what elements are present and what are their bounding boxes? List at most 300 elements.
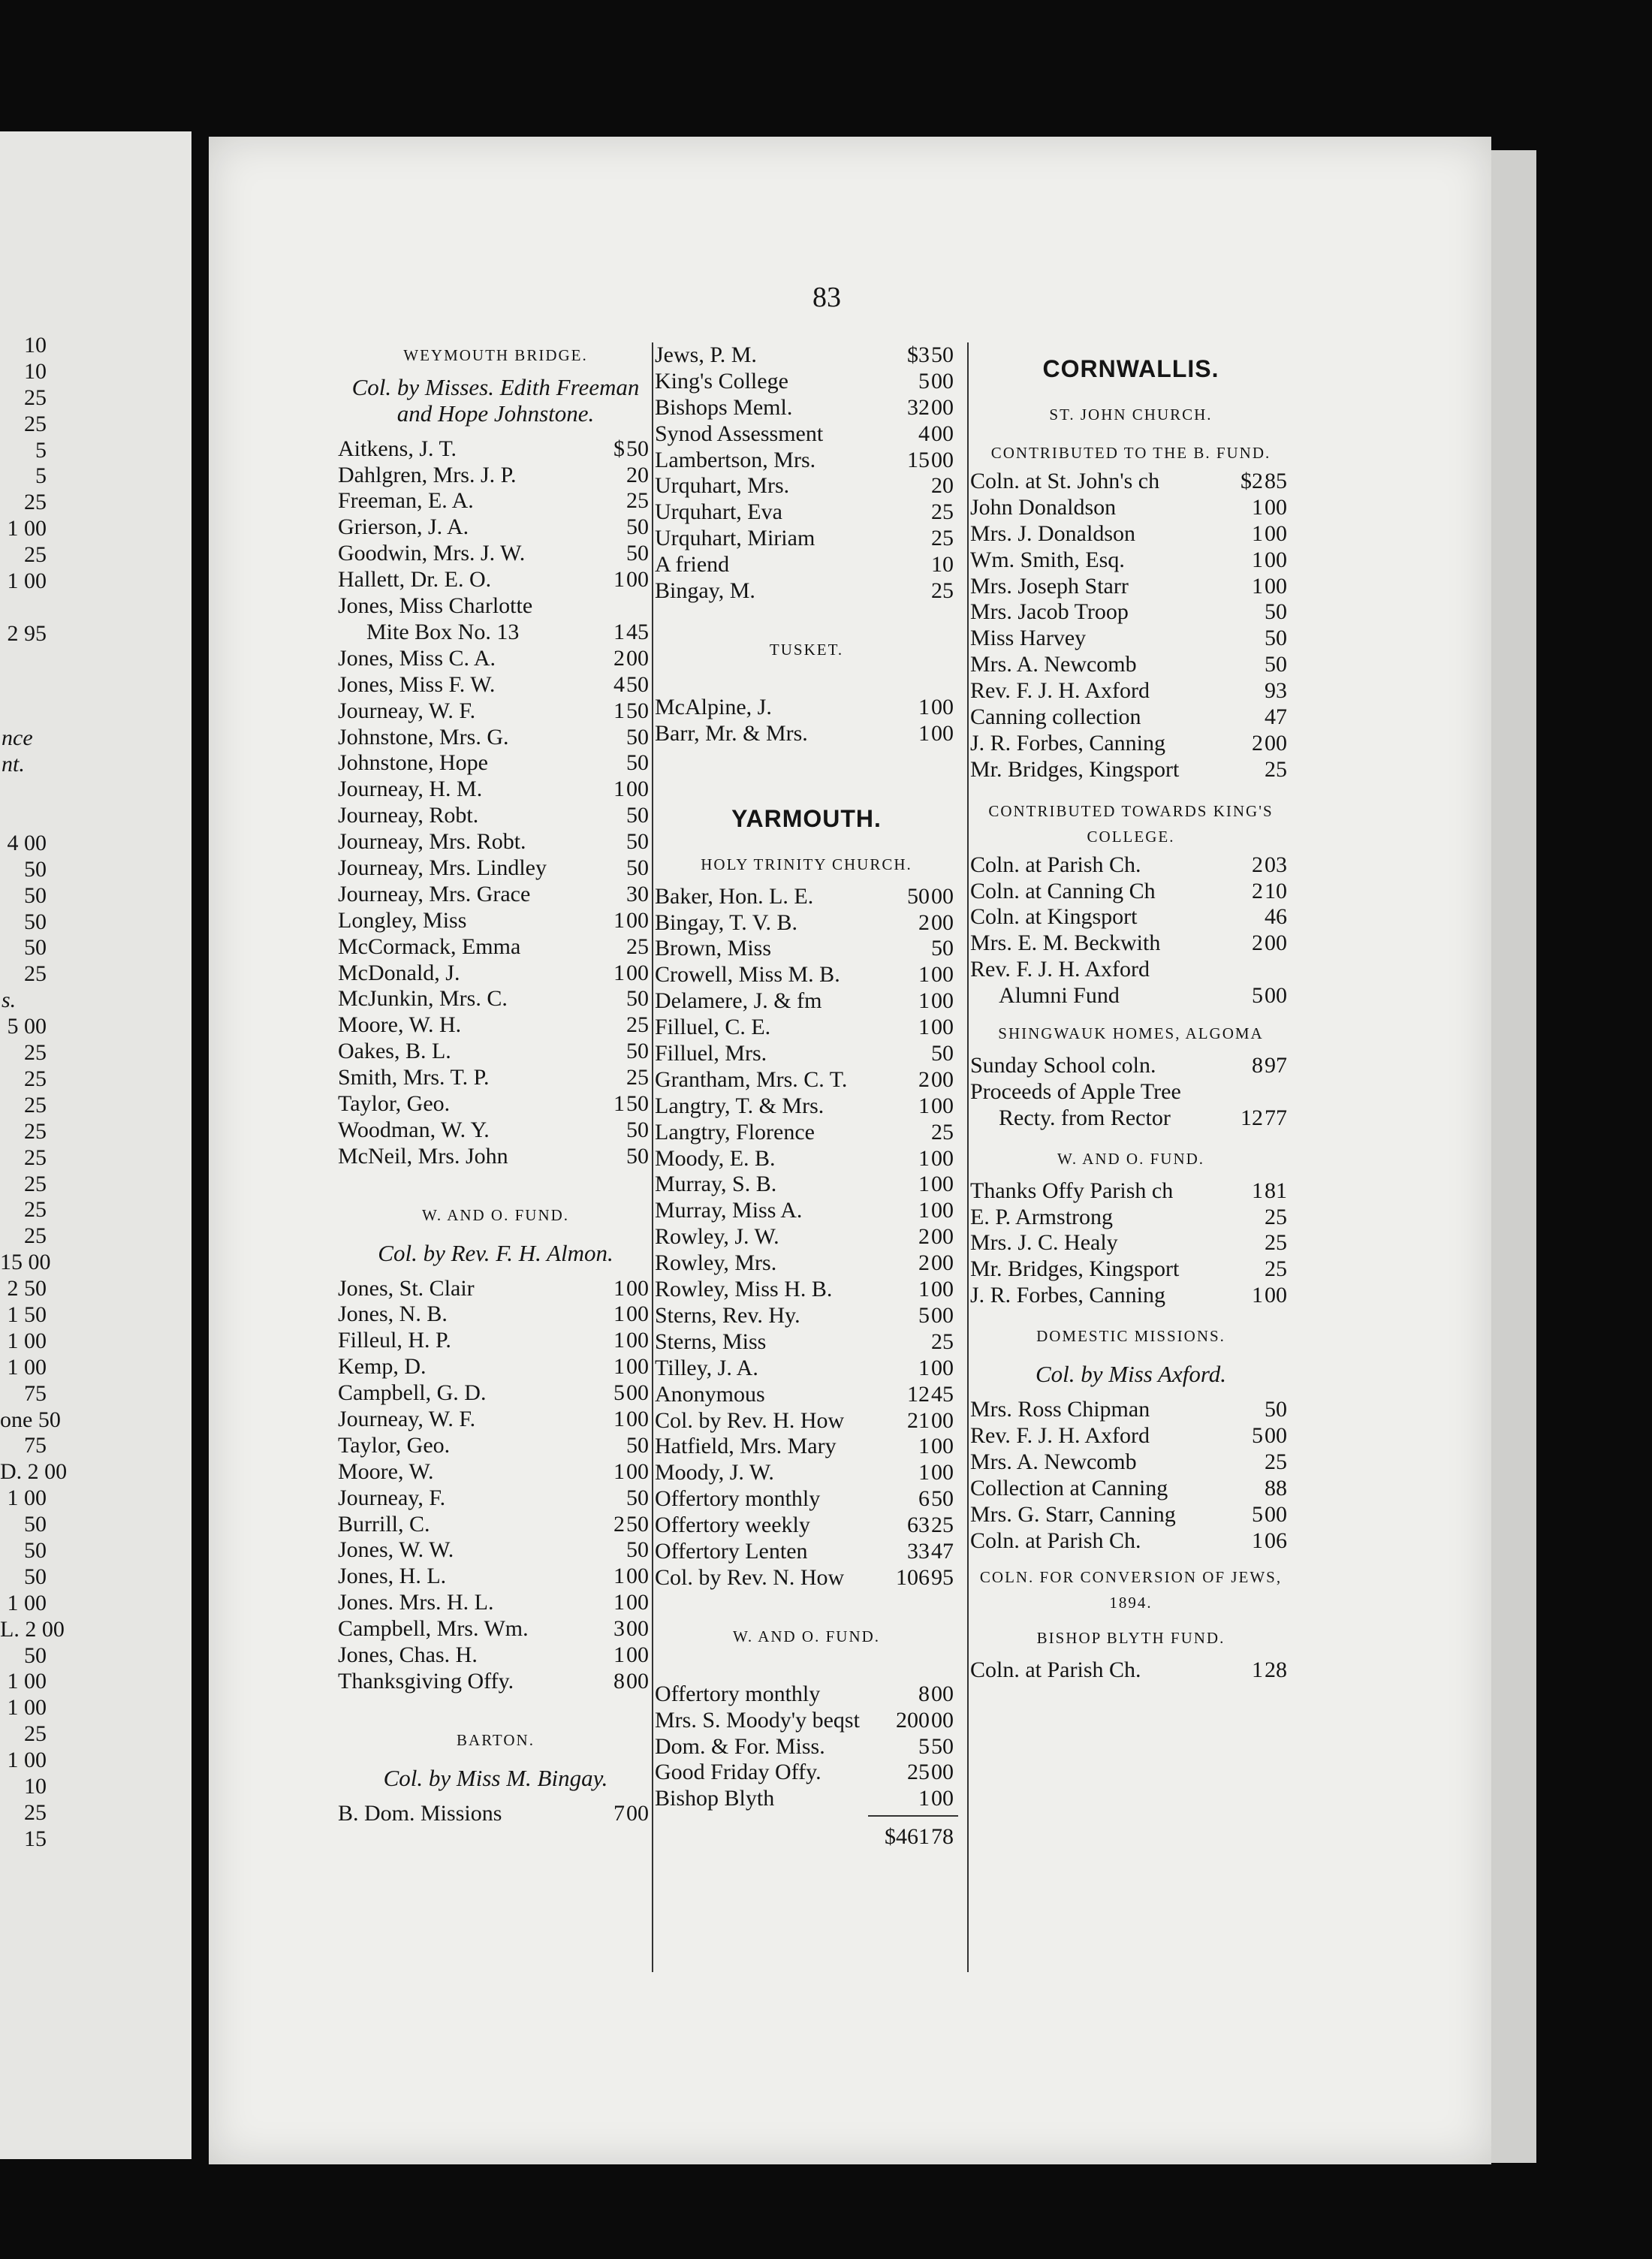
amount-cents: 00 [931, 1760, 954, 1785]
amount-cents: 20 [626, 462, 649, 487]
amount-dollars: 4 [613, 671, 625, 697]
amount-cents: 00 [1265, 983, 1287, 1009]
amount-dollars: 5 [1252, 983, 1263, 1009]
amount-cents: 25 [931, 1513, 954, 1538]
contributor-name: Journeay, Robt. [338, 803, 479, 828]
contributor-name: Journeay, Mrs. Grace [338, 881, 531, 906]
left-page-amount: L. 2 00 [0, 1616, 65, 1642]
amount-dollars: 1 [918, 1460, 930, 1485]
ledger-row [655, 1760, 958, 1786]
contributor-name: Rowley, J. W. [655, 1224, 779, 1250]
contributor-name: Aitkens, J. T. [338, 436, 457, 461]
left-page-amount: 1 00 [7, 1485, 47, 1511]
contributor-name: Mrs. A. Newcomb [970, 1449, 1137, 1474]
contributor-name: Sterns, Rev. Hy. [655, 1302, 800, 1328]
contributor-name: Johnstone, Mrs. G. [338, 724, 509, 749]
kings-college-list [970, 852, 1292, 1009]
ledger-row [338, 934, 653, 961]
ledger-row [338, 1537, 653, 1564]
contributor-name: King's College [655, 368, 788, 394]
continued-list [655, 342, 958, 605]
ledger-row [970, 1178, 1292, 1205]
amount-cents: 25 [931, 526, 954, 551]
amount-cents: 00 [626, 1642, 649, 1668]
ledger-row [338, 463, 653, 489]
ledger-row [338, 514, 653, 541]
contributor-name: Journeay, F. [338, 1485, 446, 1510]
left-page-amount: 1 00 [7, 1669, 47, 1694]
amount-dollars: 2 [918, 909, 930, 935]
contributor-name: Bishops Meml. [655, 394, 793, 420]
contributor-name: Jones, H. L. [338, 1564, 447, 1589]
left-page-amount: 15 00 [0, 1250, 51, 1275]
amount-dollars: 1 [613, 1354, 625, 1380]
section-title-wo-fund: W. AND O. FUND. [421, 1205, 570, 1224]
contributor-name: Anonymous [655, 1381, 765, 1407]
contributor-name: Urquhart, Mrs. [655, 473, 790, 499]
contributor-name: McCormack, Emma [338, 933, 521, 959]
amount-cents: 00 [931, 909, 954, 935]
contributor-name: Lambertson, Mrs. [655, 447, 816, 472]
amount-dollars: 1 [918, 694, 930, 719]
amount-cents: 00 [626, 1616, 649, 1642]
ledger-row [655, 1408, 958, 1434]
amount-dollars: 3 [613, 1616, 625, 1642]
ledger-row [338, 593, 653, 620]
amount-cents: 95 [931, 1564, 954, 1590]
left-page-amount: 25 [24, 542, 47, 568]
contributor-name: A friend [655, 552, 730, 578]
amount-cents: 00 [931, 1355, 954, 1380]
ledger-row [338, 1433, 653, 1459]
contributor-name: J. R. Forbes, Canning [970, 730, 1166, 756]
amount-cents: 00 [931, 1224, 954, 1250]
ledger-row [338, 1276, 653, 1302]
amount-cents: 00 [931, 1277, 954, 1302]
ledger-row [655, 1172, 958, 1198]
amount-dollars: 32 [907, 394, 930, 420]
left-page-amount: 25 [24, 490, 47, 515]
b-fund-list [970, 469, 1292, 783]
amount-dollars: 1 [918, 1145, 930, 1171]
amount-cents: 77 [1265, 1105, 1287, 1130]
left-page-amount: 25 [24, 1040, 47, 1066]
left-page-amount: 5 [35, 437, 47, 463]
amount-dollars: 12 [907, 1381, 930, 1407]
amount-cents: 25 [626, 1065, 649, 1090]
amount-cents: 00 [1265, 730, 1287, 756]
ledger-row [970, 521, 1292, 547]
amount-cents: 25 [931, 499, 954, 525]
ledger-row [655, 342, 958, 369]
amount-dollars: 50 [907, 883, 930, 909]
amount-dollars: 8 [613, 1668, 625, 1693]
contributor-name: Rowley, Miss H. B. [655, 1277, 833, 1302]
contributor-name: Coln. at Parish Ch. [970, 1528, 1141, 1553]
collector-note: Col. by Rev. F. H. Almon. [378, 1239, 613, 1266]
contributor-name: Bingay, T. V. B. [655, 909, 798, 935]
column-2 [655, 342, 958, 1850]
contributor-name: Langtry, T. & Mrs. [655, 1093, 824, 1118]
contributor-name: Jones, Miss Charlotte [338, 593, 533, 619]
amount-cents: 88 [1265, 1475, 1287, 1500]
left-page-amount: 2 95 [7, 620, 47, 646]
amount-cents: 25 [931, 1329, 954, 1354]
amount-cents: 00 [931, 394, 954, 420]
ledger-row [655, 988, 958, 1015]
amount-cents: 45 [931, 1381, 954, 1407]
amount-dollars: 1 [613, 1590, 625, 1615]
ledger-row [655, 721, 958, 747]
amount-cents: 00 [931, 447, 954, 472]
amount-dollars: 1 [613, 960, 625, 985]
left-page-amount: 25 [24, 1066, 47, 1091]
contributor-name: Delamere, J. & fm [655, 988, 822, 1014]
wo-fund-list [338, 1276, 653, 1695]
ledger-row [970, 652, 1292, 678]
contributor-name: Good Friday Offy. [655, 1760, 821, 1785]
amount-cents: 00 [626, 567, 649, 593]
amount-cents: 00 [931, 1460, 954, 1485]
ledger-row [970, 879, 1292, 905]
contributor-name: Dom. & For. Miss. [655, 1733, 825, 1759]
contributor-name: Rowley, Mrs. [655, 1250, 777, 1276]
ledger-row [655, 1486, 958, 1513]
ledger-row [970, 1423, 1292, 1449]
amount-cents: 25 [931, 1119, 954, 1145]
amount-dollars: 33 [907, 1538, 930, 1564]
ledger-row [338, 1039, 653, 1065]
ledger-row [970, 1397, 1292, 1423]
contributor-name: Baker, Hon. L. E. [655, 883, 814, 909]
amount-dollars: 2 [1252, 930, 1263, 956]
ledger-row [338, 620, 653, 646]
amount-cents: 25 [626, 1012, 649, 1038]
section-title-yarmouth: YARMOUTH. [731, 804, 882, 832]
contributor-name: Rev. F. J. H. Axford [970, 957, 1150, 982]
ledger-row [338, 488, 653, 514]
amount-dollars: 2 [613, 645, 625, 671]
amount-dollars: 1 [918, 1355, 930, 1380]
amount-dollars: 5 [918, 368, 930, 394]
contributor-name: Jones. Mrs. H. L. [338, 1590, 494, 1615]
amount-dollars: 5 [1252, 1501, 1263, 1527]
contributor-name: Moore, W. H. [338, 1012, 462, 1038]
ledger-row [970, 1079, 1292, 1105]
collector-note: Col. by Miss Axford. [1035, 1361, 1227, 1388]
contributor-name: Alumni Fund [999, 983, 1120, 1009]
contributor-name: McNeil, Mrs. John [338, 1143, 508, 1169]
contributor-name: Brown, Miss [655, 936, 772, 961]
amount-cents: 00 [931, 1707, 954, 1733]
contributor-name: Bingay, M. [655, 578, 755, 604]
ledger-row [338, 1091, 653, 1117]
amount-dollars: 5 [918, 1733, 930, 1759]
contributor-name: Offertory monthly [655, 1486, 821, 1512]
page-edge [1491, 150, 1536, 2163]
left-page-amount: 50 [24, 1642, 47, 1668]
contributor-name: McAlpine, J. [655, 694, 772, 719]
ledger-row [338, 646, 653, 672]
contributor-name: Moore, W. [338, 1458, 434, 1484]
ledger-row [655, 526, 958, 552]
amount-cents: 28 [1265, 1657, 1287, 1683]
ledger-row [338, 567, 653, 593]
left-page-amount: 25 [24, 1171, 47, 1196]
amount-dollars: 2 [918, 1224, 930, 1250]
contributor-name: Burrill, C. [338, 1511, 430, 1537]
ledger-row [338, 1012, 653, 1039]
ledger-row [970, 852, 1292, 879]
contributor-name: Campbell, Mrs. Wm. [338, 1616, 529, 1642]
contributor-name: Journeay, W. F. [338, 698, 476, 723]
amount-cents: 50 [626, 436, 649, 461]
amount-cents: 50 [626, 671, 649, 697]
left-page-amount: 25 [24, 411, 47, 436]
ledger-row [970, 1449, 1292, 1476]
left-page-amount: 25 [24, 1118, 47, 1144]
amount-cents: 10 [931, 552, 954, 578]
contributor-name: Mite Box No. 13 [366, 619, 520, 644]
amount-dollars: 1 [918, 720, 930, 746]
contributor-name: Col. by Rev. H. How [655, 1407, 845, 1433]
left-page-amount: nce [2, 725, 33, 751]
amount-cents: 00 [931, 1172, 954, 1197]
contributor-name: Langtry, Florence [655, 1119, 815, 1145]
left-page-amount: 1 00 [7, 569, 47, 594]
amount-cents: 50 [626, 1143, 649, 1169]
amount-cents: 50 [931, 936, 954, 961]
ledger-row [338, 1301, 653, 1328]
amount-dollars: 21 [907, 1407, 930, 1433]
ledger-row [655, 1015, 958, 1041]
ledger-row [655, 1356, 958, 1382]
ledger-row [338, 1616, 653, 1642]
section-title-kings-college: CONTRIBUTED TOWARDS KING'S COLLEGE. [988, 801, 1274, 846]
ledger-row [338, 1801, 653, 1827]
ledger-row [970, 1256, 1292, 1283]
column-3 [970, 342, 1292, 1684]
amount-dollars: 1 [613, 1275, 625, 1301]
contributor-name: Mrs. Joseph Starr [970, 573, 1129, 599]
ledger-row [970, 1502, 1292, 1528]
contributor-name: Miss Harvey [970, 626, 1087, 651]
ledger-row [338, 541, 653, 567]
amount-cents: 00 [931, 883, 954, 909]
left-page-amount: 25 [24, 1197, 47, 1223]
left-page-amount: 50 [24, 935, 47, 961]
amount-cents: 00 [626, 1275, 649, 1301]
left-page-amount: 50 [24, 1537, 47, 1563]
ledger-row [338, 908, 653, 934]
amount-cents: 00 [1265, 1283, 1287, 1308]
ledger-row [655, 1382, 958, 1408]
amount-cents: 50 [626, 750, 649, 776]
contributor-name: Woodman, W. Y. [338, 1117, 490, 1142]
ledger-row [655, 936, 958, 962]
amount-cents: 00 [931, 988, 954, 1014]
contributor-name: Hallett, Dr. E. O. [338, 567, 492, 593]
ledger-row [655, 695, 958, 721]
ledger-row [970, 904, 1292, 930]
ledger-row [655, 1513, 958, 1539]
amount-dollars: 1 [918, 962, 930, 988]
left-page-amount: 10 [24, 333, 47, 357]
section-title-weymouth-bridge: WEYMOUTH BRIDGE. [403, 346, 588, 364]
amount-cents: 50 [626, 1485, 649, 1510]
bishop-blyth-list [970, 1657, 1292, 1684]
amount-dollars: 1 [613, 907, 625, 933]
section-title-shingwauk: SHINGWAUK HOMES, ALGOMA [998, 1024, 1264, 1043]
left-page-amount: 1 00 [7, 1695, 47, 1721]
ledger-row [655, 499, 958, 526]
amount-cents: 50 [1265, 1397, 1287, 1422]
ledger-row [338, 725, 653, 751]
ledger-row [655, 1120, 958, 1146]
ledger-row [338, 1512, 653, 1538]
ledger-row [338, 961, 653, 987]
ledger-row [655, 1539, 958, 1565]
amount-dollars: 2 [1252, 730, 1263, 756]
ledger-row [655, 1041, 958, 1067]
amount-cents: 00 [931, 1302, 954, 1328]
amount-dollars: 1 [918, 1172, 930, 1197]
contributor-name: Oakes, B. L. [338, 1039, 451, 1064]
contributor-name: Journeay, W. F. [338, 1407, 476, 1431]
ledger-row [338, 672, 653, 698]
amount-dollars: 1 [918, 1434, 930, 1459]
section-title-cornwallis: CORNWALLIS. [1042, 355, 1219, 382]
ledger-row [338, 1328, 653, 1354]
contributor-name: Sunday School coln. [970, 1053, 1156, 1078]
amount-dollars: 1 [1252, 1178, 1263, 1203]
amount-cents: 00 [626, 1800, 649, 1826]
amount-cents: 00 [931, 1198, 954, 1223]
contributor-name: Taylor, Geo. [338, 1090, 451, 1116]
amount-cents: 50 [626, 1039, 649, 1064]
contributor-name: Jews, P. M. [655, 342, 757, 367]
amount-cents: 93 [1265, 678, 1287, 704]
contributor-name: Filleul, H. P. [338, 1328, 451, 1353]
contributor-name: Coln. at Parish Ch. [970, 1657, 1141, 1683]
weymouth-list [338, 436, 653, 1170]
contributor-name: Mrs. G. Starr, Canning [970, 1501, 1176, 1527]
ledger-row [970, 930, 1292, 957]
left-page-amount: 25 [24, 1721, 47, 1747]
contributor-name: Mr. Bridges, Kingsport [970, 756, 1180, 782]
left-page-amount: 10 [24, 358, 47, 384]
amount-cents: 00 [626, 1301, 649, 1327]
contributor-name: Jones, Miss F. W. [338, 671, 496, 697]
amount-dollars: 1 [1252, 494, 1263, 520]
barton-list [338, 1801, 653, 1827]
amount-dollars: 1 [1252, 1657, 1263, 1683]
amount-dollars: 7 [613, 1800, 625, 1826]
contributor-name: J. R. Forbes, Canning [970, 1283, 1166, 1308]
amount-cents: 00 [931, 1066, 954, 1092]
ledger-row [655, 1277, 958, 1303]
amount-cents: 25 [931, 578, 954, 604]
ledger-row [338, 1669, 653, 1695]
contributor-name: Coln. at Parish Ch. [970, 852, 1141, 877]
ledger-row [338, 1564, 653, 1590]
ledger-row [655, 1303, 958, 1329]
left-page-amount: 15 [24, 1826, 47, 1851]
section-title-wo-fund: W. AND O. FUND. [1057, 1149, 1205, 1168]
amount-dollars: $3 [907, 342, 930, 367]
ledger-row [970, 469, 1292, 495]
left-page-amount: one 50 [0, 1407, 61, 1432]
contributor-name: Thanks Offy Parish ch [970, 1178, 1174, 1203]
left-page-amount: 1 00 [7, 1354, 47, 1380]
total-row [655, 1824, 958, 1850]
ledger-row [970, 599, 1292, 626]
contributor-name: Freeman, E. A. [338, 488, 474, 514]
section-title-conversion-of-jews: COLN. FOR CONVERSION OF JEWS, 1894. [979, 1568, 1283, 1612]
section-title-b-fund: CONTRIBUTED TO THE B. FUND. [990, 444, 1271, 462]
amount-cents: 50 [626, 1432, 649, 1458]
ledger-row [655, 962, 958, 988]
left-page-amount: 5 00 [7, 1014, 47, 1039]
amount-cents: 00 [931, 1093, 954, 1118]
contributor-name: Jones, W. W. [338, 1537, 454, 1563]
amount-cents: 00 [626, 1564, 649, 1589]
amount-cents: 00 [1265, 573, 1287, 599]
contributor-name: Jones, Chas. H. [338, 1642, 478, 1668]
amount-cents: 00 [626, 1458, 649, 1484]
contributor-name: McDonald, J. [338, 960, 460, 985]
contributor-name: Mrs. A. Newcomb [970, 652, 1137, 677]
amount-dollars: 1 [1252, 520, 1263, 546]
amount-dollars: 1 [1252, 547, 1263, 572]
amount-cents: 00 [626, 1380, 649, 1406]
contributor-name: Goodwin, Mrs. J. W. [338, 541, 526, 566]
contributor-name: Taylor, Geo. [338, 1432, 451, 1458]
ledger-row [970, 626, 1292, 652]
ledger-row [338, 986, 653, 1012]
contributor-name: Offertory Lenten [655, 1538, 808, 1564]
tusket-list [655, 695, 958, 747]
contributor-name: Filluel, C. E. [655, 1015, 771, 1040]
amount-cents: 50 [626, 541, 649, 566]
ledger-row [655, 1198, 958, 1224]
ledger-row [338, 803, 653, 829]
amount-cents: 50 [931, 1486, 954, 1512]
amount-cents: 50 [626, 1117, 649, 1142]
contributor-name: Murray, Miss A. [655, 1198, 803, 1223]
amount-cents: 00 [626, 1590, 649, 1615]
left-page-fragment [0, 131, 191, 2159]
amount-cents: 25 [626, 933, 649, 959]
section-title-bishop-blyth: BISHOP BLYTH FUND. [1036, 1629, 1225, 1648]
amount-cents: 03 [1265, 852, 1287, 877]
ledger-row [655, 1329, 958, 1356]
left-page-amount: 1 00 [7, 1590, 47, 1615]
amount-cents: 50 [626, 724, 649, 749]
left-page-amounts [0, 333, 68, 1853]
section-title-tusket: TUSKET. [769, 640, 844, 659]
contributor-name: Filluel, Mrs. [655, 1041, 767, 1066]
ledger-row [338, 829, 653, 855]
contributor-name: Mrs. J. Donaldson [970, 520, 1136, 546]
amount-cents: 50 [626, 1090, 649, 1116]
ledger-row [655, 910, 958, 936]
ledger-row [338, 1065, 653, 1091]
column-rule-2 [967, 342, 969, 1972]
contributor-name: Barr, Mr. & Mrs. [655, 720, 808, 746]
left-page-amount: 10 [24, 1773, 47, 1799]
contributor-name: Rev. F. J. H. Axford [970, 1422, 1150, 1448]
